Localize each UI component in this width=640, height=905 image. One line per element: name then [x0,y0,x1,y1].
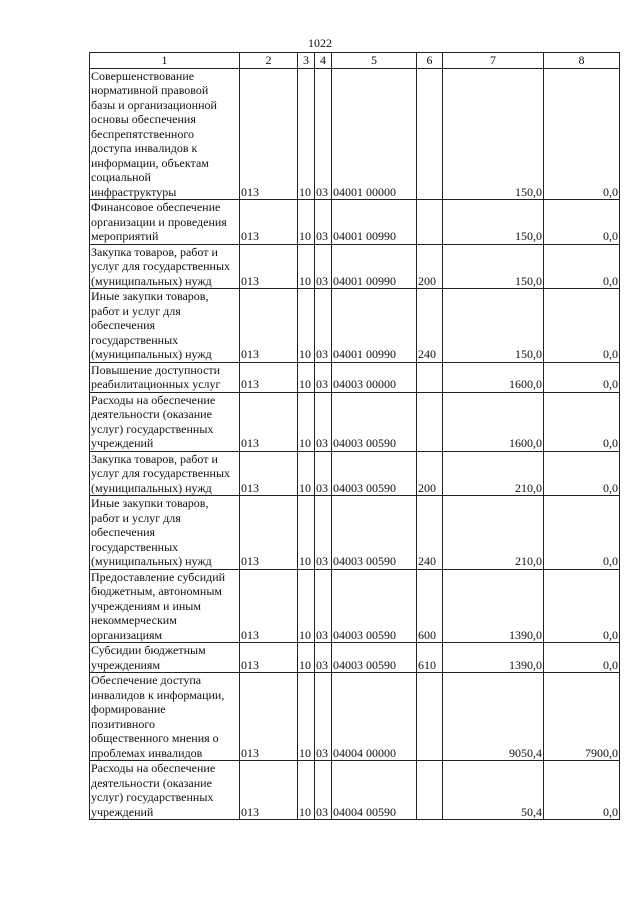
row-name [90,244,240,289]
amount-col7: 150,0 [443,289,544,363]
amount-col8: 0,0 [544,761,620,820]
row-name-line: реабилитационных услуг [91,377,221,391]
expense-type-code [417,761,443,820]
expense-type-code: 240 [417,289,443,363]
table-row [90,496,620,570]
target-article-code: 04003 00590 [332,496,417,570]
amount-col7: 1390,0 [443,569,544,643]
target-article-code: 04003 00590 [332,569,417,643]
admin-code: 013 [240,451,298,496]
amount-col8: 0,0 [544,392,620,451]
row-name-line: формирование [91,702,166,716]
table-row [90,68,620,200]
amount-col8: 0,0 [544,289,620,363]
table-row [90,761,620,820]
table-row [90,244,620,289]
column-header: 1 [90,53,240,69]
admin-code: 013 [240,289,298,363]
subsection-code: 03 [315,68,332,200]
row-name-line: (муниципальных) нужд [91,480,212,495]
row-name-line: обеспечения [91,525,156,539]
row-name-line: услуг) государственных [91,790,214,804]
table-row [90,362,620,392]
row-name-line: Закупка товаров, работ и [91,451,218,466]
row-name-line: организации и проведения [91,214,227,229]
table-row [90,451,620,496]
admin-code: 013 [240,244,298,289]
target-article-code: 04004 00590 [332,761,417,820]
row-name [90,496,240,570]
row-name-line: базы и организационной [91,97,217,112]
row-name [90,392,240,451]
row-name-line: (муниципальных) нужд [91,347,212,361]
row-name-line: социальной [91,170,151,184]
section-code: 10 [298,673,315,761]
row-name-line: государственных [91,332,179,347]
budget-table-body [90,68,620,820]
admin-code: 013 [240,673,298,761]
subsection-code: 03 [315,289,332,363]
expense-type-code: 610 [417,643,443,673]
subsection-code: 03 [315,200,332,245]
row-name-line: общественного мнения о [91,731,219,745]
column-header: 5 [332,53,417,69]
amount-col8: 0,0 [544,244,620,289]
row-name-line: Финансовое обеспечение [91,200,221,214]
row-name-line: услуг) государственных [91,421,214,436]
section-code: 10 [298,569,315,643]
admin-code: 013 [240,761,298,820]
subsection-code: 03 [315,673,332,761]
column-header: 2 [240,53,298,69]
target-article-code: 04004 00000 [332,673,417,761]
target-article-code: 04001 00000 [332,68,417,200]
amount-col7: 150,0 [443,244,544,289]
expense-type-code [417,200,443,245]
row-name-line: Иные закупки товаров, [91,289,209,303]
row-name-line: деятельности (оказание [91,407,212,421]
row-name [90,643,240,673]
table-row [90,569,620,643]
row-name-line: Совершенствование [91,68,195,83]
admin-code: 013 [240,569,298,643]
target-article-code: 04003 00590 [332,451,417,496]
amount-col8: 0,0 [544,200,620,245]
row-name [90,68,240,200]
row-name-line: нормативной правовой [91,83,209,97]
expense-type-code: 240 [417,496,443,570]
target-article-code: 04001 00990 [332,289,417,363]
amount-col8: 7900,0 [544,673,620,761]
amount-col7: 210,0 [443,451,544,496]
row-name-line: Предоставление субсидий [91,569,226,584]
expense-type-code [417,673,443,761]
page-number: 1022 [308,36,332,50]
row-name [90,761,240,820]
amount-col7: 1390,0 [443,643,544,673]
column-header: 3 [298,53,315,69]
row-name-line: некоммерческим [91,613,177,627]
subsection-code: 03 [315,569,332,643]
row-name-line: Иные закупки товаров, [91,496,209,510]
row-name-line: позитивного [91,716,155,731]
column-number-row [90,53,620,69]
admin-code: 013 [240,200,298,245]
row-name-line: Расходы на обеспечение [91,761,216,775]
expense-type-code [417,68,443,200]
row-name-line: Субсидии бюджетным [91,643,206,657]
table-row [90,643,620,673]
amount-col8: 0,0 [544,451,620,496]
row-name-line: государственных [91,539,179,554]
amount-col7: 9050,4 [443,673,544,761]
column-header: 7 [443,53,544,69]
budget-table [89,52,620,820]
row-name [90,200,240,245]
section-code: 10 [298,392,315,451]
subsection-code: 03 [315,244,332,289]
column-header: 4 [315,53,332,69]
section-code: 10 [298,643,315,673]
amount-col8: 0,0 [544,496,620,570]
target-article-code: 04003 00590 [332,392,417,451]
section-code: 10 [298,200,315,245]
row-name-line: беспрепятственного [91,126,194,141]
column-header: 6 [417,53,443,69]
admin-code: 013 [240,68,298,200]
admin-code: 013 [240,362,298,392]
row-name [90,569,240,643]
row-name [90,289,240,363]
row-name [90,673,240,761]
row-name-line: Повышение доступности [91,362,221,377]
amount-col7: 1600,0 [443,392,544,451]
amount-col8: 0,0 [544,362,620,392]
row-name-line: учреждений [91,804,154,819]
row-name-line: Обеспечение доступа [91,673,202,687]
expense-type-code [417,362,443,392]
row-name-line: услуг для государственных [91,466,231,480]
table-row [90,673,620,761]
section-code: 10 [298,362,315,392]
amount-col7: 210,0 [443,496,544,570]
section-code: 10 [298,244,315,289]
row-name-line: проблемах инвалидов [91,745,203,760]
row-name-line: (муниципальных) нужд [91,554,212,568]
row-name-line: работ и услуг для [91,303,181,318]
amount-col7: 50,4 [443,761,544,820]
admin-code: 013 [240,643,298,673]
row-name-line: Закупка товаров, работ и [91,244,218,259]
table-row [90,200,620,245]
row-name-line: учреждениям и иным [91,598,201,613]
row-name-line: работ и услуг для [91,510,181,525]
row-name-line: основы обеспечения [91,112,196,126]
subsection-code: 03 [315,451,332,496]
admin-code: 013 [240,392,298,451]
row-name-line: мероприятий [91,229,159,243]
row-name-line: обеспечения [91,318,156,332]
amount-col7: 1600,0 [443,362,544,392]
section-code: 10 [298,68,315,200]
row-name-line: (муниципальных) нужд [91,273,212,288]
amount-col8: 0,0 [544,569,620,643]
amount-col8: 0,0 [544,68,620,200]
row-name [90,362,240,392]
target-article-code: 04001 00990 [332,200,417,245]
subsection-code: 03 [315,362,332,392]
row-name-line: инфраструктуры [91,184,177,199]
target-article-code: 04001 00990 [332,244,417,289]
amount-col8: 0,0 [544,643,620,673]
row-name-line: доступа инвалидов к [91,141,198,155]
row-name-line: инвалидов к информации, [91,687,225,702]
table-row [90,289,620,363]
target-article-code: 04003 00590 [332,643,417,673]
table-row [90,392,620,451]
section-code: 10 [298,496,315,570]
admin-code: 013 [240,496,298,570]
row-name-line: организациям [91,627,163,642]
amount-col7: 150,0 [443,68,544,200]
row-name [90,451,240,496]
row-name-line: учреждений [91,436,154,450]
expense-type-code [417,392,443,451]
row-name-line: деятельности (оказание [91,775,212,790]
section-code: 10 [298,451,315,496]
subsection-code: 03 [315,496,332,570]
row-name-line: услуг для государственных [91,259,231,273]
amount-col7: 150,0 [443,200,544,245]
section-code: 10 [298,289,315,363]
subsection-code: 03 [315,392,332,451]
section-code: 10 [298,761,315,820]
row-name-line: бюджетным, автономным [91,584,222,598]
expense-type-code: 200 [417,244,443,289]
expense-type-code: 200 [417,451,443,496]
expense-type-code: 600 [417,569,443,643]
target-article-code: 04003 00000 [332,362,417,392]
subsection-code: 03 [315,643,332,673]
column-header: 8 [544,53,620,69]
subsection-code: 03 [315,761,332,820]
row-name-line: Расходы на обеспечение [91,392,216,407]
row-name-line: информации, объектам [91,155,209,170]
row-name-line: учреждениям [91,657,161,672]
